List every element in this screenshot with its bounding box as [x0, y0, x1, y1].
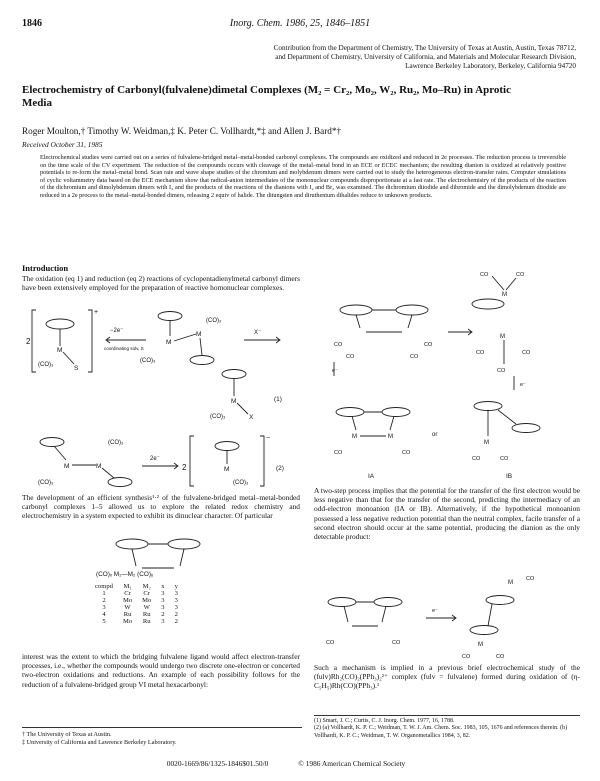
scheme-coefficient: 2: [26, 337, 31, 346]
co-label: CO: [462, 654, 471, 660]
received-date: Received October 31, 1985: [22, 140, 103, 149]
column-header: x: [161, 583, 165, 590]
column-header: M₁: [123, 583, 132, 590]
bond: [63, 352, 74, 364]
bond: [356, 315, 360, 328]
charge-plus: +: [94, 309, 99, 316]
article-title: Electrochemistry of Carbonyl(fulvalene)dimetal Complexes (M₂ = Cr₂, Mo₂, W₂, Ru₂, Mo–Ru) in Aprotic Media: [22, 84, 511, 109]
equation-number: (1): [274, 396, 282, 403]
paragraph: A two-step process implies that the potential for the transfer of the first electron would be less negative than that for the transfer of the second, predicting the intermediacy of an odd-electron monoanion (IA or IB). Alternatively, if the hypothetical monoanion possessed a less negative reduction potential than the neutral complex, facile transfer of a second electron should occur at the same potential, producing the dianion as the only detectable product:: [314, 486, 580, 542]
table-cell: Mo: [142, 597, 152, 604]
co-label: (CO)₃: [38, 480, 54, 486]
co-label: (CO)₃: [206, 318, 222, 324]
cp-ring: [190, 356, 214, 365]
bracket-left: [32, 310, 36, 372]
reference: (1) Smart, J. C.; Curtis, C. J. Inorg. Chem. 1977, 16, 1788.: [314, 718, 455, 724]
co-label: CO: [410, 354, 419, 360]
affiliation-line: and Department of Chemistry, University of California, and Materials and Molecular Research Division,: [275, 53, 576, 61]
bond: [390, 416, 394, 430]
co-label: (CO)₃: [108, 440, 124, 446]
solvent-label: S: [74, 365, 79, 372]
co-label: (CO)₃: [233, 480, 249, 486]
author-list: Roger Moulton,† Timothy W. Weidman,‡ K. Peter C. Vollhardt,*‡ and Allen J. Bard*†: [22, 126, 342, 136]
bond: [408, 315, 412, 328]
metal-label: M: [388, 434, 393, 440]
cp-ring: [374, 598, 402, 607]
arrow-label: −2e⁻: [110, 328, 124, 334]
footnote: ‡ University of California and Lawrence Berkeley Laboratory.: [22, 738, 177, 746]
metal-label: M: [500, 334, 505, 340]
table-row: [90, 611, 183, 618]
intermediate-label: IB: [506, 473, 513, 480]
fulvalene-bridge: [488, 604, 492, 626]
electron-label: e⁻: [432, 608, 438, 614]
table-cell: Mo: [122, 597, 133, 604]
metal-label: M: [502, 292, 507, 298]
intermediate-label: IA: [368, 473, 375, 480]
cp-ring: [215, 442, 239, 451]
page-number: 1846: [22, 18, 42, 29]
table-header-row: [90, 583, 183, 590]
co-label: CO: [346, 354, 355, 360]
reaction-scheme-ia-ib: [312, 264, 582, 484]
co-label: CO: [424, 342, 433, 348]
cp-ring: [222, 370, 246, 379]
reaction-scheme-eq1-eq2: [22, 300, 302, 490]
table-row: [90, 590, 183, 597]
table-cell: 3: [161, 604, 165, 611]
table-cell: 2: [161, 611, 165, 618]
bond: [200, 338, 202, 355]
cp-ring: [328, 598, 356, 607]
table-cell: W: [143, 604, 150, 611]
metal-label: M: [64, 463, 70, 470]
co-label: CO: [480, 272, 489, 278]
co-label: (CO)₃: [140, 358, 156, 364]
bracket-left: [190, 436, 194, 486]
bond: [180, 549, 184, 566]
metal-label: M: [196, 331, 202, 338]
section-heading-introduction: Introduction: [22, 263, 69, 273]
table-cell: 3: [174, 597, 178, 604]
cp-ring: [486, 596, 514, 605]
metal-metal-bond: [174, 334, 196, 341]
electron-label: e⁻: [332, 368, 338, 374]
references: [314, 715, 580, 740]
arrow-label: 2e⁻: [150, 456, 160, 462]
table-cell: 3: [161, 597, 165, 604]
affiliation-line: Contribution from the Department of Chemistry, The University of Texas at Austin, Austin, Texas 78712,: [273, 44, 576, 52]
column-header: M₂: [142, 583, 151, 590]
column-header: y: [174, 583, 178, 590]
co-label: CO: [516, 272, 525, 278]
co-label: CO: [496, 654, 505, 660]
halide-label: X: [249, 414, 254, 421]
cp-ring: [382, 408, 410, 417]
table-cell: 3: [102, 604, 106, 611]
equation-number: (2): [276, 465, 284, 472]
table-cell: Cr: [124, 590, 131, 597]
or-label: or: [432, 432, 438, 438]
co-label: CO: [334, 450, 343, 456]
co-label: CO: [334, 342, 343, 348]
paragraph: The development of an efficient synthesis¹·² of the fulvalene-bridged metal–metal-bonded carbonyl complexes 1–5 allowed us to explore the related redox chemistry and electrochemistry in a system expected to exhibit its dinuclear character. Of particular: [22, 493, 300, 521]
co-label: CO: [476, 350, 485, 356]
metal-label: M: [478, 642, 483, 648]
compound-table: [90, 583, 183, 625]
bond: [54, 446, 66, 460]
table-cell: Ru: [142, 611, 151, 618]
footnotes-affiliations: [22, 727, 302, 746]
bond: [102, 468, 114, 478]
electron-label: e⁻: [520, 382, 526, 388]
affiliation-line: Lawrence Berkeley Laboratory, Berkeley, California 94720: [405, 62, 576, 70]
cp-ring: [474, 402, 502, 411]
issn-code: 0020-1669/86/1325-1846$01.50/0: [166, 759, 269, 768]
table-cell: 2: [174, 618, 178, 625]
arrow-sublabel: coordinating solv, S: [104, 346, 144, 351]
co-label: CO: [472, 456, 481, 462]
table-row: [90, 604, 183, 611]
arrow-label: X⁻: [254, 330, 262, 336]
metal-label: M: [96, 463, 102, 470]
co-label: CO: [526, 576, 535, 582]
table-cell: Ru: [123, 611, 132, 618]
cp-ring: [40, 438, 64, 447]
table-cell: Cr: [143, 590, 150, 597]
table-row: [90, 618, 183, 625]
bracket-right: [260, 436, 264, 486]
reaction-scheme-dianion: [312, 572, 582, 660]
bond: [237, 403, 248, 414]
structure-label: (CO)ₓ M₁—M₂ (CO)ᵧ: [96, 571, 154, 578]
co-label: CO: [326, 640, 335, 646]
charge-minus: −: [266, 435, 271, 442]
abstract: Electrochemical studies were carried out on a series of fulvalene-bridged metal–metal-bonded carbonyl complexes. The compounds are oxidized and reduced in 2e processes. The reduction process is irreversible on the time scale of the CV experiment. The reduction of the compounds occurs with cleavage of the metal–metal bond in an ECE or ECEC mechanism; the resulting dianion is oxidized at relatively positive potentials to re-form the metal–metal bond. Scan rate and wave shape studies of the chromium and molybdenum dimers were carried out to study the heterogeneous electron-transfer rates. Computer simulations of cyclic voltammetry data based on the ECE mechanism show that radical-anion intermediates of the mononuclear compounds disproportionate at a fast rate. The electrochemistry of the products of the reaction of the dichromium and dimolybdenum dimers with I₂ and the products of the reactions of the dianions with I₂ and Br₂ was examined. The dichromium diiodide and dibromide and the dimolybdenum diiodide are reduced in a 2e process to the metal–metal-bonded dimers, releasing 2 equiv of halide. The ditungsten and diruthenium dihalides reduce to unknown products.: [40, 154, 566, 199]
cp-ring: [396, 305, 428, 315]
cp-ring: [108, 478, 132, 487]
cp-ring: [158, 312, 182, 321]
metal-label: M: [224, 466, 230, 473]
cp-ring: [340, 305, 372, 315]
metal-label: M: [231, 398, 237, 405]
table-cell: 3: [174, 590, 178, 597]
table-cell: 3: [161, 590, 165, 597]
bond: [344, 606, 348, 622]
co-label: CO: [392, 640, 401, 646]
cp-ring: [46, 319, 74, 329]
paragraph: interest was the extent to which the bridging fulvalene ligand would affect electron-transfer processes, i.e., whether the compounds would undergo two discrete one-electron or concerted two-electron oxidations and reductions. An example of each possibility follows for the reduction of a fulvalene-bridged group VI metal hexacarbonyl:: [22, 652, 300, 689]
table-cell: 3: [174, 604, 178, 611]
co-label: (CO)₃: [210, 414, 226, 420]
bond: [506, 278, 516, 290]
copyright-notice: © 1986 American Chemical Society: [298, 759, 406, 768]
metal-label: M: [57, 347, 63, 354]
metal-label: M: [166, 339, 172, 346]
table-cell: 1: [102, 590, 106, 597]
table-cell: W: [124, 604, 131, 611]
bracket-right: [88, 310, 92, 372]
cp-ring: [470, 626, 498, 635]
bond: [382, 606, 386, 622]
metal-label: M: [352, 434, 357, 440]
cp-ring: [116, 539, 148, 549]
table-cell: 4: [102, 611, 106, 618]
bond: [352, 416, 356, 430]
cp-ring: [472, 299, 504, 309]
column-header: compd: [95, 583, 113, 590]
scheme-coefficient: 2: [182, 463, 187, 472]
cp-ring: [168, 539, 200, 549]
paragraph: Such a mechanism is implied in a previous brief electrochemical study of the (fulv)Rh₂(CO)₂(PPh₃)₂²⁺ complex (fulv = fulvalene) formed during oxidation of (η-C₅H₅)Rh(CO)(PPh₃).¹: [314, 663, 580, 691]
fulvalene-bridge: [498, 410, 516, 424]
co-label: CO: [500, 456, 509, 462]
co-label: CO: [522, 350, 531, 356]
co-label: CO: [402, 450, 411, 456]
paragraph: The oxidation (eq 1) and reduction (eq 2) reactions of cyclopentadienylmetal carbonyl dimers have been extensively employed for the preparation of reactive homonuclear complexes.: [22, 274, 300, 293]
table-cell: 2: [102, 597, 106, 604]
table-cell: 5: [102, 618, 106, 625]
page-footer: [22, 759, 578, 768]
co-label: (CO)₃: [38, 362, 54, 368]
table-cell: 2: [174, 611, 178, 618]
reference: (2) (a) Vollhardt, K. P. C.; Weidman, T. W. J. Am. Chem. Soc. 1983, 105, 1676 and references therein. (b) Vollhardt, K. P. C.; Weidman, T. W. Organometallics 1984, 3, 82.: [314, 725, 568, 739]
table-cell: Mo: [122, 618, 133, 625]
table-row: [90, 597, 183, 604]
bond: [132, 549, 136, 566]
running-header: [22, 18, 578, 32]
contribution-affiliation: [150, 44, 576, 71]
metal-label: M: [484, 440, 489, 446]
cp-ring: [512, 424, 540, 433]
metal-label: M: [508, 580, 513, 586]
table-cell: 3: [161, 618, 165, 625]
co-label: CO: [497, 368, 506, 374]
table-cell: Ru: [142, 618, 151, 625]
cp-ring: [336, 408, 364, 417]
footnote: † The University of Texas at Austin.: [22, 731, 112, 738]
fulvalene-dimer-structure: [78, 536, 248, 580]
journal-citation: Inorg. Chem. 1986, 25, 1846–1851: [229, 18, 371, 29]
bond: [492, 276, 504, 290]
